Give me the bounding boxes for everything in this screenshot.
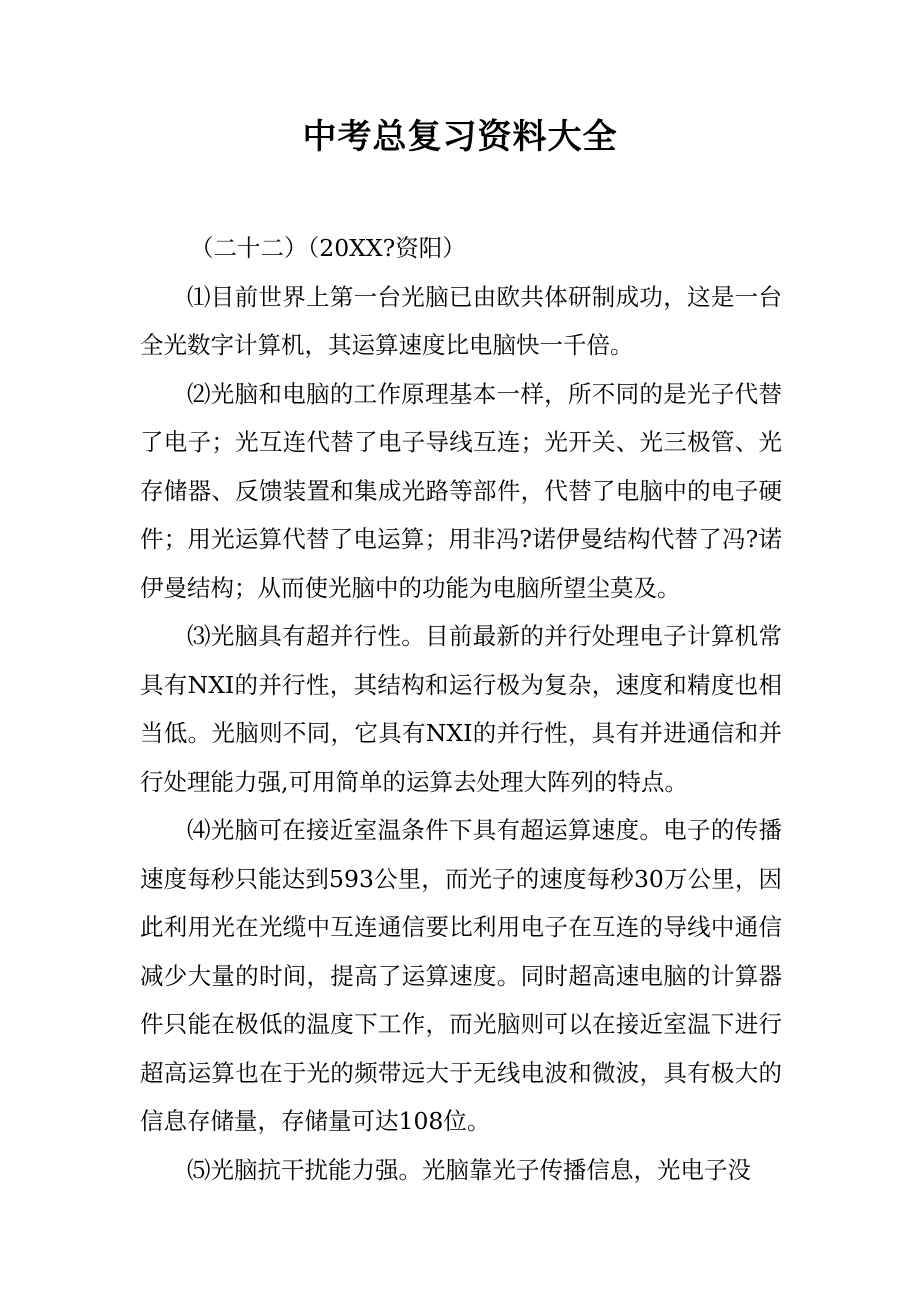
document-body xyxy=(140,224,782,1194)
paragraph-3: ⑶光脑具有超并行性。目前最新的并行处理电子计算机常具有NXI的并行性，其结构和运行极为复杂，速度和精度也相当低。光脑则不同，它具有NXI的并行性，具有并进通信和并行处理能力强,可用简单的运算去处理大阵列的特点。 xyxy=(140,622,782,796)
page-title: 中考总复习资料大全 xyxy=(302,117,618,157)
paragraph-1: ⑴目前世界上第一台光脑已由欧共体研制成功，这是一台全光数字计算机，其运算速度比电脑快一千倍。 xyxy=(140,282,782,359)
paragraph-5: ⑸光脑抗干扰能力强。光脑靠光子传播信息，光电子没 xyxy=(187,1155,751,1184)
paragraph-4: ⑷光脑可在接近室温条件下具有超运算速度。电子的传播速度每秒只能达到593公里，而光子的速度每秒30万公里，因此利用光在光缆中互连通信要比利用电子在互连的导线中通信减少大量的时间，提高了运算速度。同时超高速电脑的计算器件只能在极低的温度下工作，而光脑则可以在接近室温下进行超高运算也在于光的频带远大于无线电波和微波，具有极大的信息存储量，存储量可达108位。 xyxy=(140,816,782,1135)
paragraph-2: ⑵光脑和电脑的工作原理基本一样，所不同的是光子代替了电子；光互连代替了电子导线互连；光开关、光三极管、光存储器、反馈装置和集成光路等部件，代替了电脑中的电子硬件；用光运算代替了电运算；用非冯?诺伊曼结构代替了冯?诺伊曼结构；从而使光脑中的功能为电脑所望尘莫及。 xyxy=(140,379,782,602)
source-line: （二十二）（20XX?资阳） xyxy=(190,234,466,262)
